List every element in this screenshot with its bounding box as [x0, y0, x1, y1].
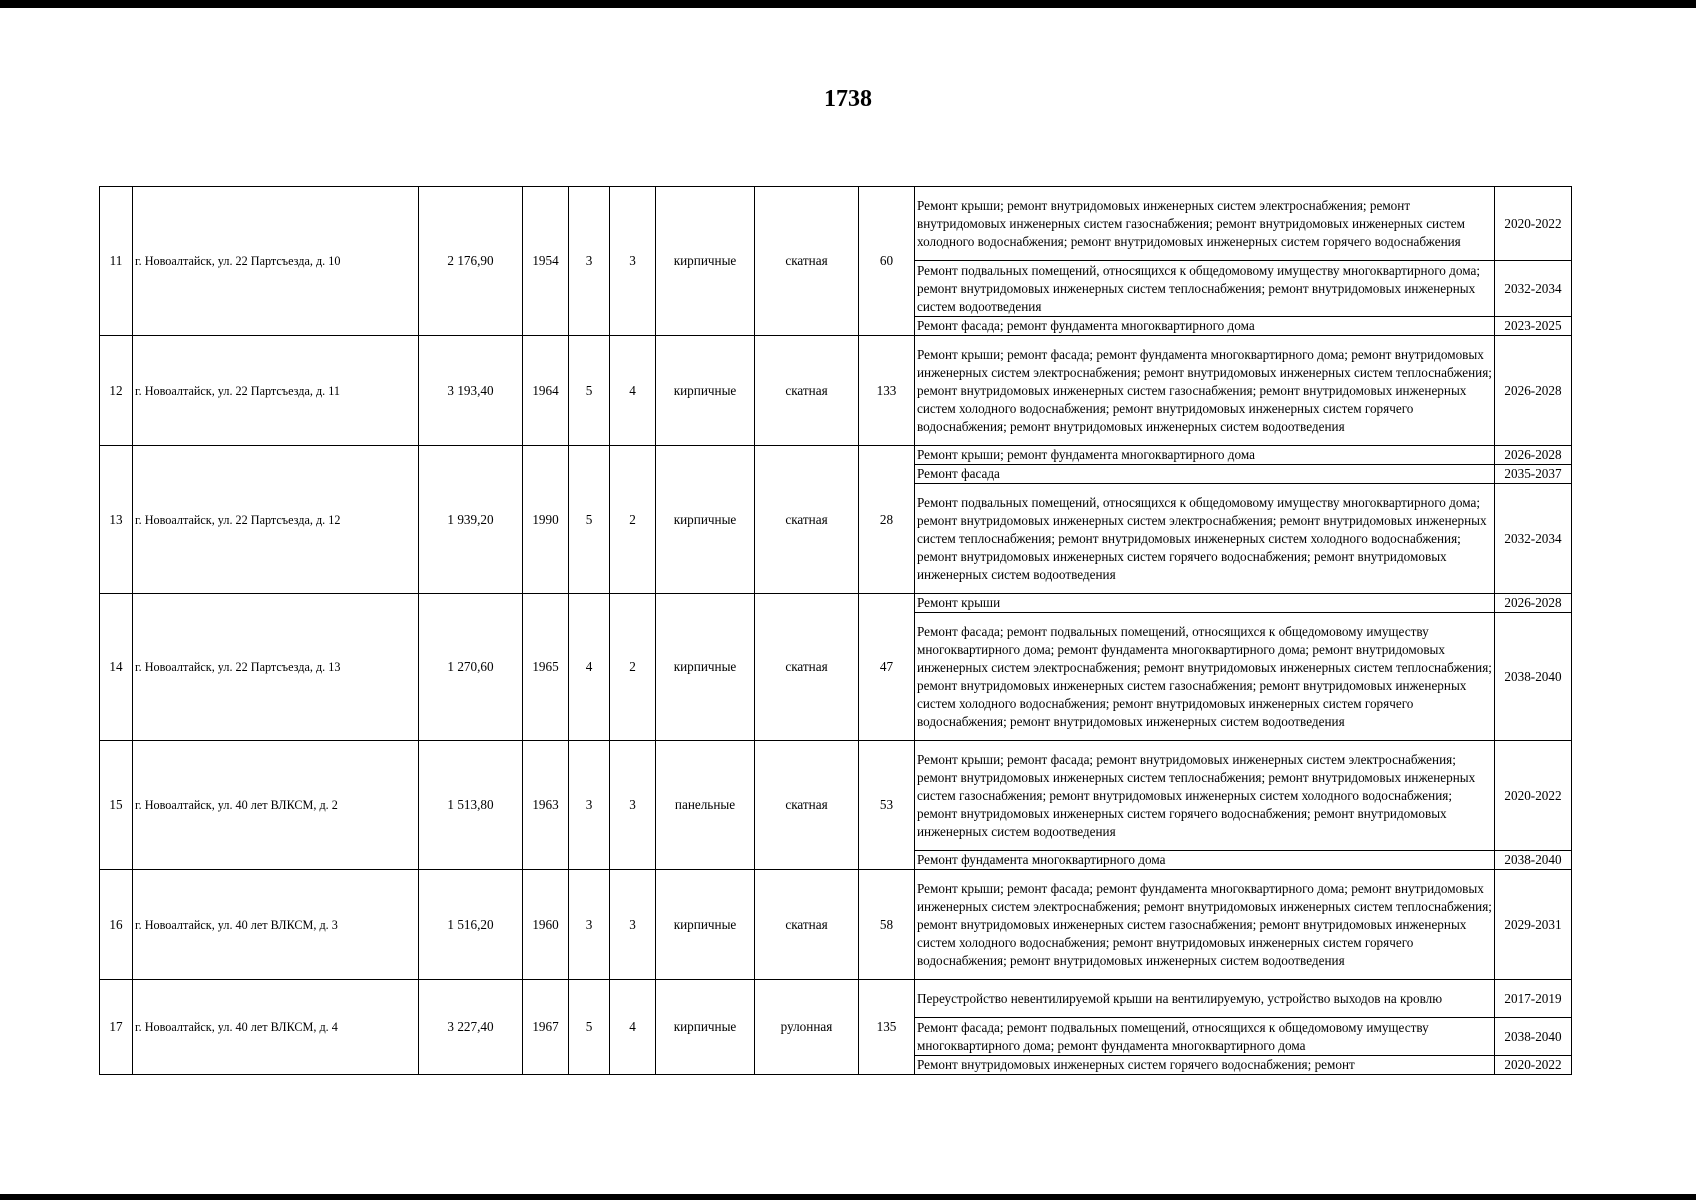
- roof-type: рулонная: [755, 980, 859, 1075]
- page-number: 1738: [824, 86, 872, 112]
- scan-top-border: [0, 0, 1696, 8]
- housing-repair-table: [99, 186, 1572, 1075]
- house-address: г. Новоалтайск, ул. 40 лет ВЛКСМ, д. 4: [133, 980, 419, 1075]
- work-description: Переустройство невентилируемой крыши на вентилируемую, устройство выходов на кровлю: [915, 980, 1495, 1018]
- table-row: [100, 446, 1572, 465]
- work-description: Ремонт фасада; ремонт фундамента многоквартирного дома: [915, 317, 1495, 336]
- apartment-count: 135: [859, 980, 915, 1075]
- apartment-count: 60: [859, 187, 915, 336]
- floor-count: 5: [569, 446, 610, 594]
- wall-material: кирпичные: [656, 980, 755, 1075]
- table-body: [100, 187, 1572, 1075]
- wall-material: кирпичные: [656, 870, 755, 980]
- entrance-count: 4: [610, 980, 656, 1075]
- entrance-count: 3: [610, 741, 656, 870]
- entrance-count: 3: [610, 187, 656, 336]
- floor-count: 5: [569, 336, 610, 446]
- apartment-count: 53: [859, 741, 915, 870]
- row-number: 17: [100, 980, 133, 1075]
- table-row: [100, 870, 1572, 980]
- total-area: 3 227,40: [419, 980, 523, 1075]
- work-period: 2026-2028: [1495, 594, 1572, 613]
- roof-type: скатная: [755, 594, 859, 741]
- floor-count: 5: [569, 980, 610, 1075]
- work-description: Ремонт крыши; ремонт внутридомовых инженерных систем электроснабжения; ремонт внутридомовых инженерных систем газоснабжения; ремонт внутридомовых инженерных систем холодного водоснабжения; ремонт внутридомовых инженерных систем горячего водоснабжения: [915, 187, 1495, 261]
- floor-count: 3: [569, 870, 610, 980]
- roof-type: скатная: [755, 446, 859, 594]
- row-number: 16: [100, 870, 133, 980]
- build-year: 1990: [523, 446, 569, 594]
- work-description: Ремонт крыши; ремонт фасада; ремонт фундамента многоквартирного дома; ремонт внутридомовых инженерных систем электроснабжения; ремонт внутридомовых инженерных систем теплоснабжения; ремонт внутридомовых инженерных систем газоснабжения; ремонт внутридомовых инженерных систем холодного водоснабжения; ремонт внутридомовых инженерных систем горячего водоснабжения; ремонт внутридомовых инженерных систем водоотведения: [915, 336, 1495, 446]
- apartment-count: 58: [859, 870, 915, 980]
- wall-material: кирпичные: [656, 187, 755, 336]
- wall-material: панельные: [656, 741, 755, 870]
- wall-material: кирпичные: [656, 594, 755, 741]
- apartment-count: 133: [859, 336, 915, 446]
- work-description: Ремонт подвальных помещений, относящихся к общедомовому имуществу многоквартирного дома; ремонт внутридомовых инженерных систем теплоснабжения; ремонт внутридомовых инженерных систем водоотведения: [915, 261, 1495, 317]
- apartment-count: 28: [859, 446, 915, 594]
- floor-count: 3: [569, 741, 610, 870]
- floor-count: 4: [569, 594, 610, 741]
- row-number: 11: [100, 187, 133, 336]
- build-year: 1963: [523, 741, 569, 870]
- house-address: г. Новоалтайск, ул. 22 Партсъезда, д. 13: [133, 594, 419, 741]
- total-area: 1 513,80: [419, 741, 523, 870]
- scan-bottom-border: [0, 1194, 1696, 1200]
- house-address: г. Новоалтайск, ул. 22 Партсъезда, д. 10: [133, 187, 419, 336]
- table-row: [100, 187, 1572, 261]
- work-period: 2032-2034: [1495, 261, 1572, 317]
- house-address: г. Новоалтайск, ул. 40 лет ВЛКСМ, д. 3: [133, 870, 419, 980]
- work-period: 2026-2028: [1495, 446, 1572, 465]
- work-description: Ремонт фасада; ремонт подвальных помещений, относящихся к общедомовому имуществу многоквартирного дома; ремонт фундамента многоквартирного дома: [915, 1018, 1495, 1056]
- work-description: Ремонт фундамента многоквартирного дома: [915, 851, 1495, 870]
- entrance-count: 3: [610, 870, 656, 980]
- house-address: г. Новоалтайск, ул. 40 лет ВЛКСМ, д. 2: [133, 741, 419, 870]
- build-year: 1954: [523, 187, 569, 336]
- work-period: 2026-2028: [1495, 336, 1572, 446]
- apartment-count: 47: [859, 594, 915, 741]
- wall-material: кирпичные: [656, 446, 755, 594]
- table-row: [100, 336, 1572, 446]
- row-number: 13: [100, 446, 133, 594]
- table-row: [100, 594, 1572, 613]
- work-description: Ремонт фасада; ремонт подвальных помещений, относящихся к общедомовому имуществу многоквартирного дома; ремонт фундамента многоквартирного дома; ремонт внутридомовых инженерных систем электроснабжения; ремонт внутридомовых инженерных систем теплоснабжения; ремонт внутридомовых инженерных систем газоснабжения; ремонт внутридомовых инженерных систем холодного водоснабжения; ремонт внутридомовых инженерных систем горячего водоснабжения; ремонт внутридомовых инженерных систем водоотведения: [915, 613, 1495, 741]
- work-period: 2023-2025: [1495, 317, 1572, 336]
- build-year: 1967: [523, 980, 569, 1075]
- house-address: г. Новоалтайск, ул. 22 Партсъезда, д. 11: [133, 336, 419, 446]
- work-description: Ремонт крыши; ремонт фасада; ремонт внутридомовых инженерных систем электроснабжения; ремонт внутридомовых инженерных систем теплоснабжения; ремонт внутридомовых инженерных систем газоснабжения; ремонт внутридомовых инженерных систем холодного водоснабжения; ремонт внутридомовых инженерных систем горячего водоснабжения; ремонт внутридомовых инженерных систем водоотведения: [915, 741, 1495, 851]
- work-period: 2020-2022: [1495, 187, 1572, 261]
- table-row: [100, 980, 1572, 1018]
- roof-type: скатная: [755, 336, 859, 446]
- entrance-count: 4: [610, 336, 656, 446]
- work-period: 2020-2022: [1495, 741, 1572, 851]
- work-description: Ремонт внутридомовых инженерных систем горячего водоснабжения; ремонт: [915, 1056, 1495, 1075]
- row-number: 14: [100, 594, 133, 741]
- row-number: 12: [100, 336, 133, 446]
- work-description: Ремонт крыши: [915, 594, 1495, 613]
- house-address: г. Новоалтайск, ул. 22 Партсъезда, д. 12: [133, 446, 419, 594]
- total-area: 3 193,40: [419, 336, 523, 446]
- wall-material: кирпичные: [656, 336, 755, 446]
- roof-type: скатная: [755, 187, 859, 336]
- work-description: Ремонт фасада: [915, 465, 1495, 484]
- roof-type: скатная: [755, 870, 859, 980]
- work-period: 2029-2031: [1495, 870, 1572, 980]
- work-period: 2020-2022: [1495, 1056, 1572, 1075]
- total-area: 2 176,90: [419, 187, 523, 336]
- row-number: 15: [100, 741, 133, 870]
- roof-type: скатная: [755, 741, 859, 870]
- entrance-count: 2: [610, 594, 656, 741]
- entrance-count: 2: [610, 446, 656, 594]
- work-description: Ремонт крыши; ремонт фасада; ремонт фундамента многоквартирного дома; ремонт внутридомовых инженерных систем электроснабжения; ремонт внутридомовых инженерных систем теплоснабжения; ремонт внутридомовых инженерных систем газоснабжения; ремонт внутридомовых инженерных систем холодного водоснабжения; ремонт внутридомовых инженерных систем горячего водоснабжения; ремонт внутридомовых инженерных систем водоотведения: [915, 870, 1495, 980]
- work-description: Ремонт крыши; ремонт фундамента многоквартирного дома: [915, 446, 1495, 465]
- work-period: 2032-2034: [1495, 484, 1572, 594]
- work-period: 2038-2040: [1495, 1018, 1572, 1056]
- total-area: 1 939,20: [419, 446, 523, 594]
- build-year: 1965: [523, 594, 569, 741]
- build-year: 1960: [523, 870, 569, 980]
- work-period: 2038-2040: [1495, 613, 1572, 741]
- table-row: [100, 741, 1572, 851]
- work-period: 2017-2019: [1495, 980, 1572, 1018]
- work-period: 2035-2037: [1495, 465, 1572, 484]
- floor-count: 3: [569, 187, 610, 336]
- work-period: 2038-2040: [1495, 851, 1572, 870]
- build-year: 1964: [523, 336, 569, 446]
- total-area: 1 516,20: [419, 870, 523, 980]
- total-area: 1 270,60: [419, 594, 523, 741]
- work-description: Ремонт подвальных помещений, относящихся к общедомовому имуществу многоквартирного дома; ремонт внутридомовых инженерных систем электроснабжения; ремонт внутридомовых инженерных систем теплоснабжения; ремонт внутридомовых инженерных систем холодного водоснабжения; ремонт внутридомовых инженерных систем горячего водоснабжения; ремонт внутридомовых инженерных систем водоотведения: [915, 484, 1495, 594]
